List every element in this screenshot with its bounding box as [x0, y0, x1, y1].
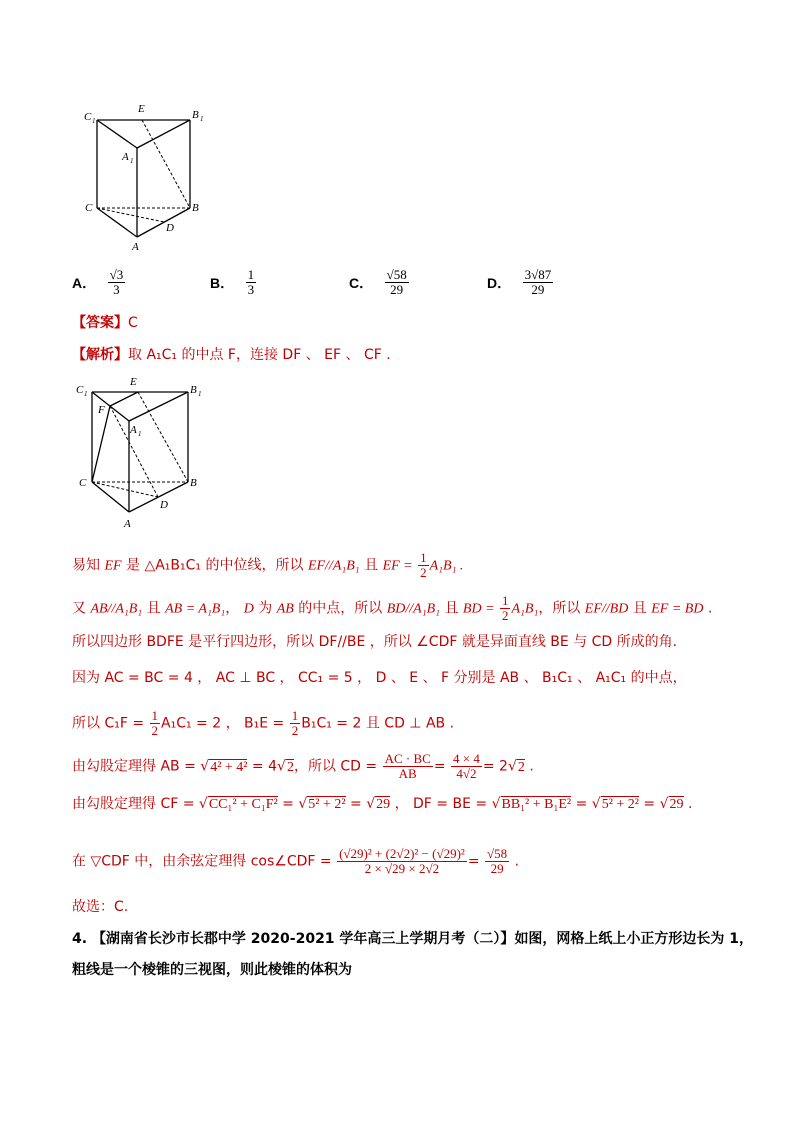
- label-C1-sub: 1: [92, 117, 96, 125]
- option-c-numerator: √58: [386, 267, 407, 282]
- answer-tag: 【答案】: [72, 315, 128, 331]
- step-3-text: 所以四边形 BDFE 是平行四边形，所以 DF//BE ，所以 ∠CDF 就是异面直线 BE 与 CD 所成的角.: [72, 634, 678, 650]
- step-6-k: = 2: [482, 758, 508, 775]
- step-5-c: B₁C₁ = 2 且 CD ⊥ AB .: [301, 715, 455, 732]
- analysis-tag: 【解析】: [72, 347, 128, 363]
- answer-value: C: [128, 315, 138, 331]
- prism-figure-2: [72, 375, 212, 533]
- step-7: 由勾股定理得 CF = √CC₁² + C₁F² = √5² + 2² = √29 ， DF = BE = √BB₁² + B₁E² = √5² + 2² = √29 .: [72, 796, 693, 812]
- label-C1: C: [76, 384, 84, 396]
- step-6-den2: 4√2: [456, 766, 477, 781]
- label-E: E: [130, 376, 137, 388]
- label-C: C: [85, 202, 93, 214]
- step-2-b: AB//A₁B₁: [90, 601, 143, 617]
- step-2-h: AB: [276, 601, 294, 617]
- step-9: [72, 897, 128, 917]
- analysis-line: [72, 345, 391, 365]
- analysis-text: 取 A₁C₁ 的中点 F，连接 DF 、 EF 、 CF .: [128, 347, 391, 363]
- half-num: 1: [291, 708, 299, 723]
- option-a-denominator: 3: [113, 282, 120, 297]
- option-b-numerator: 1: [247, 267, 255, 282]
- half-den: 2: [291, 723, 299, 738]
- step-1-text-c: 是 △A₁B₁C₁ 的中位线，所以: [121, 557, 308, 574]
- question-4-text-1: 如图，网格上纸上小正方形边长为 1，: [514, 931, 754, 947]
- step-7-a: 由勾股定理得 CF =: [72, 796, 199, 812]
- option-d-numerator: 3√87: [524, 267, 552, 282]
- step-8-den2: 29: [490, 861, 504, 876]
- step-2-d: AB = A₁B₁: [165, 601, 226, 617]
- question-4-number: 4.: [72, 931, 88, 947]
- step-2-r: .: [703, 600, 713, 617]
- step-2-k: 且: [440, 600, 463, 617]
- step-8-num: (√29)² + (2√2)² − (√29)²: [339, 846, 465, 861]
- step-6-num2: 4 × 4: [453, 751, 480, 766]
- step-6-d: 2: [286, 759, 294, 775]
- step-6-c: = 4: [247, 758, 278, 775]
- label-F: F: [98, 404, 105, 416]
- step-7-g: ， DF = BE =: [390, 796, 492, 812]
- question-4-line-2: [72, 960, 352, 980]
- step-1-parallel: EF//A₁B₁: [307, 558, 360, 574]
- step-8-end: .: [510, 853, 520, 870]
- step-2-f: D: [243, 601, 254, 617]
- option-c-denominator: 29: [390, 282, 404, 297]
- step-8: [72, 847, 519, 876]
- question-4-source: 【湖南省长沙市长郡中学 2020-2021 学年高三上学期月考（二）】: [91, 931, 515, 947]
- step-7-k: =: [638, 796, 660, 812]
- step-5: [72, 709, 454, 738]
- label-A1-sub: 1: [138, 430, 142, 438]
- step-4: [72, 668, 687, 688]
- label-B: B: [190, 477, 197, 489]
- option-b[interactable]: B． $\frac{1}{3}$: [210, 267, 255, 297]
- step-6-eq: =: [433, 758, 446, 775]
- answer-line: [72, 313, 138, 333]
- step-7-l: 29: [669, 797, 684, 812]
- label-A1: A: [130, 424, 137, 436]
- step-7-d: 5² + 2²: [308, 797, 346, 812]
- question-4-text-2: 粗线是一个棱锥的三视图，则此棱锥的体积为: [72, 962, 352, 978]
- label-D: D: [166, 222, 174, 234]
- step-2-m: A₁B₁: [511, 601, 539, 617]
- half-den: 2: [151, 723, 159, 738]
- label-C1: C: [84, 111, 92, 123]
- step-2-i: 的中点，所以: [293, 600, 387, 617]
- step-6-den: AB: [398, 766, 417, 781]
- option-a-numerator: √3: [109, 267, 124, 282]
- half-num: 1: [420, 550, 427, 565]
- step-7-f: 29: [376, 797, 391, 812]
- half-num: 1: [151, 708, 159, 723]
- step-2: [72, 594, 712, 623]
- step-1-and: 且: [359, 557, 383, 574]
- step-8-den: 2 × √29 × 2√2: [364, 861, 440, 876]
- label-B1-sub: 1: [200, 115, 204, 123]
- step-4-text: 因为 AC = BC = 4 ， AC ⊥ BC ， CC₁ = 5 ， D 、 E 、 F 分别是 AB 、 B₁C₁ 、 A₁C₁ 的中点，: [72, 670, 687, 686]
- option-d[interactable]: D． $\frac{3√87}{29}$: [487, 267, 552, 297]
- step-6-b: 4² + 4²: [210, 759, 248, 775]
- option-c[interactable]: C． $\frac{√58}{29}$: [349, 267, 407, 297]
- step-6: 由勾股定理得 AB = √4² + 4² = 4√2，所以 CD = $\frac{AC \cdot BC}{AB}$ = $\frac{4 \times 4}{4√2}$ = 2√2 .: [72, 751, 534, 781]
- half-den: 2: [501, 608, 509, 623]
- option-a[interactable]: A． $\frac{√3}{3}$: [72, 267, 124, 297]
- step-2-n: ，所以: [538, 600, 585, 617]
- option-d-denominator: 29: [531, 282, 545, 297]
- step-7-e: =: [345, 796, 367, 812]
- label-C1-sub: 1: [84, 390, 88, 398]
- label-A1: A: [122, 151, 129, 163]
- label-B1: B: [192, 109, 199, 121]
- step-5-a: 所以 C₁F =: [72, 715, 145, 732]
- step-8-num2: √58: [487, 846, 508, 861]
- step-7-h: BB₁² + B₁E²: [501, 797, 572, 812]
- label-A1-sub: 1: [130, 157, 134, 165]
- step-6-m: .: [524, 758, 534, 775]
- step-8-eq: =: [467, 853, 480, 870]
- label-E: E: [138, 103, 145, 115]
- step-1-ef: EF: [104, 558, 122, 574]
- conclusion: 故选：C.: [72, 899, 129, 915]
- step-1-text-a: 易知: [72, 557, 105, 574]
- label-A: A: [132, 241, 139, 253]
- step-2-p: 且: [628, 600, 652, 617]
- half-num: 1: [501, 593, 509, 608]
- step-1-a1b1: A₁B₁ .: [429, 558, 464, 574]
- step-5-b: A₁C₁ = 2 ， B₁E =: [161, 715, 285, 732]
- step-7-j: 5² + 2²: [601, 797, 639, 812]
- question-4-line-1: [72, 929, 753, 949]
- step-1-ef-eq: EF =: [382, 558, 413, 574]
- label-B: B: [192, 202, 199, 214]
- step-2-o: EF//BD: [584, 601, 629, 617]
- label-B1: B: [190, 384, 197, 396]
- step-6-e: ，所以 CD =: [293, 758, 378, 775]
- step-7-b: CC₁² + C₁F²: [208, 797, 278, 812]
- label-B1-sub: 1: [198, 390, 202, 398]
- half-den: 2: [420, 565, 427, 580]
- label-A: A: [124, 518, 131, 530]
- label-C: C: [79, 477, 87, 489]
- step-1: [72, 551, 463, 580]
- step-2-c: 且: [142, 600, 166, 617]
- step-2-j: BD//A₁B₁: [386, 601, 441, 617]
- step-2-l: BD =: [462, 601, 495, 617]
- step-7-i: =: [571, 796, 592, 812]
- label-D: D: [160, 499, 168, 511]
- step-2-g: 为: [253, 600, 277, 617]
- step-2-q: EF = BD: [651, 601, 704, 617]
- step-7-c: =: [277, 796, 299, 812]
- step-8-a: 在 ▽CDF 中，由余弦定理得 cos∠CDF =: [72, 853, 332, 870]
- step-2-e: ，: [225, 600, 244, 617]
- step-7-m: .: [683, 796, 693, 812]
- step-6-num: AC · BC: [384, 751, 431, 766]
- step-6-a: 由勾股定理得 AB =: [72, 758, 201, 775]
- step-2-a: 又: [72, 600, 91, 617]
- step-3: [72, 632, 677, 652]
- option-b-denominator: 3: [247, 282, 255, 297]
- prism-figure-1: [80, 100, 210, 255]
- step-6-l: 2: [517, 759, 525, 775]
